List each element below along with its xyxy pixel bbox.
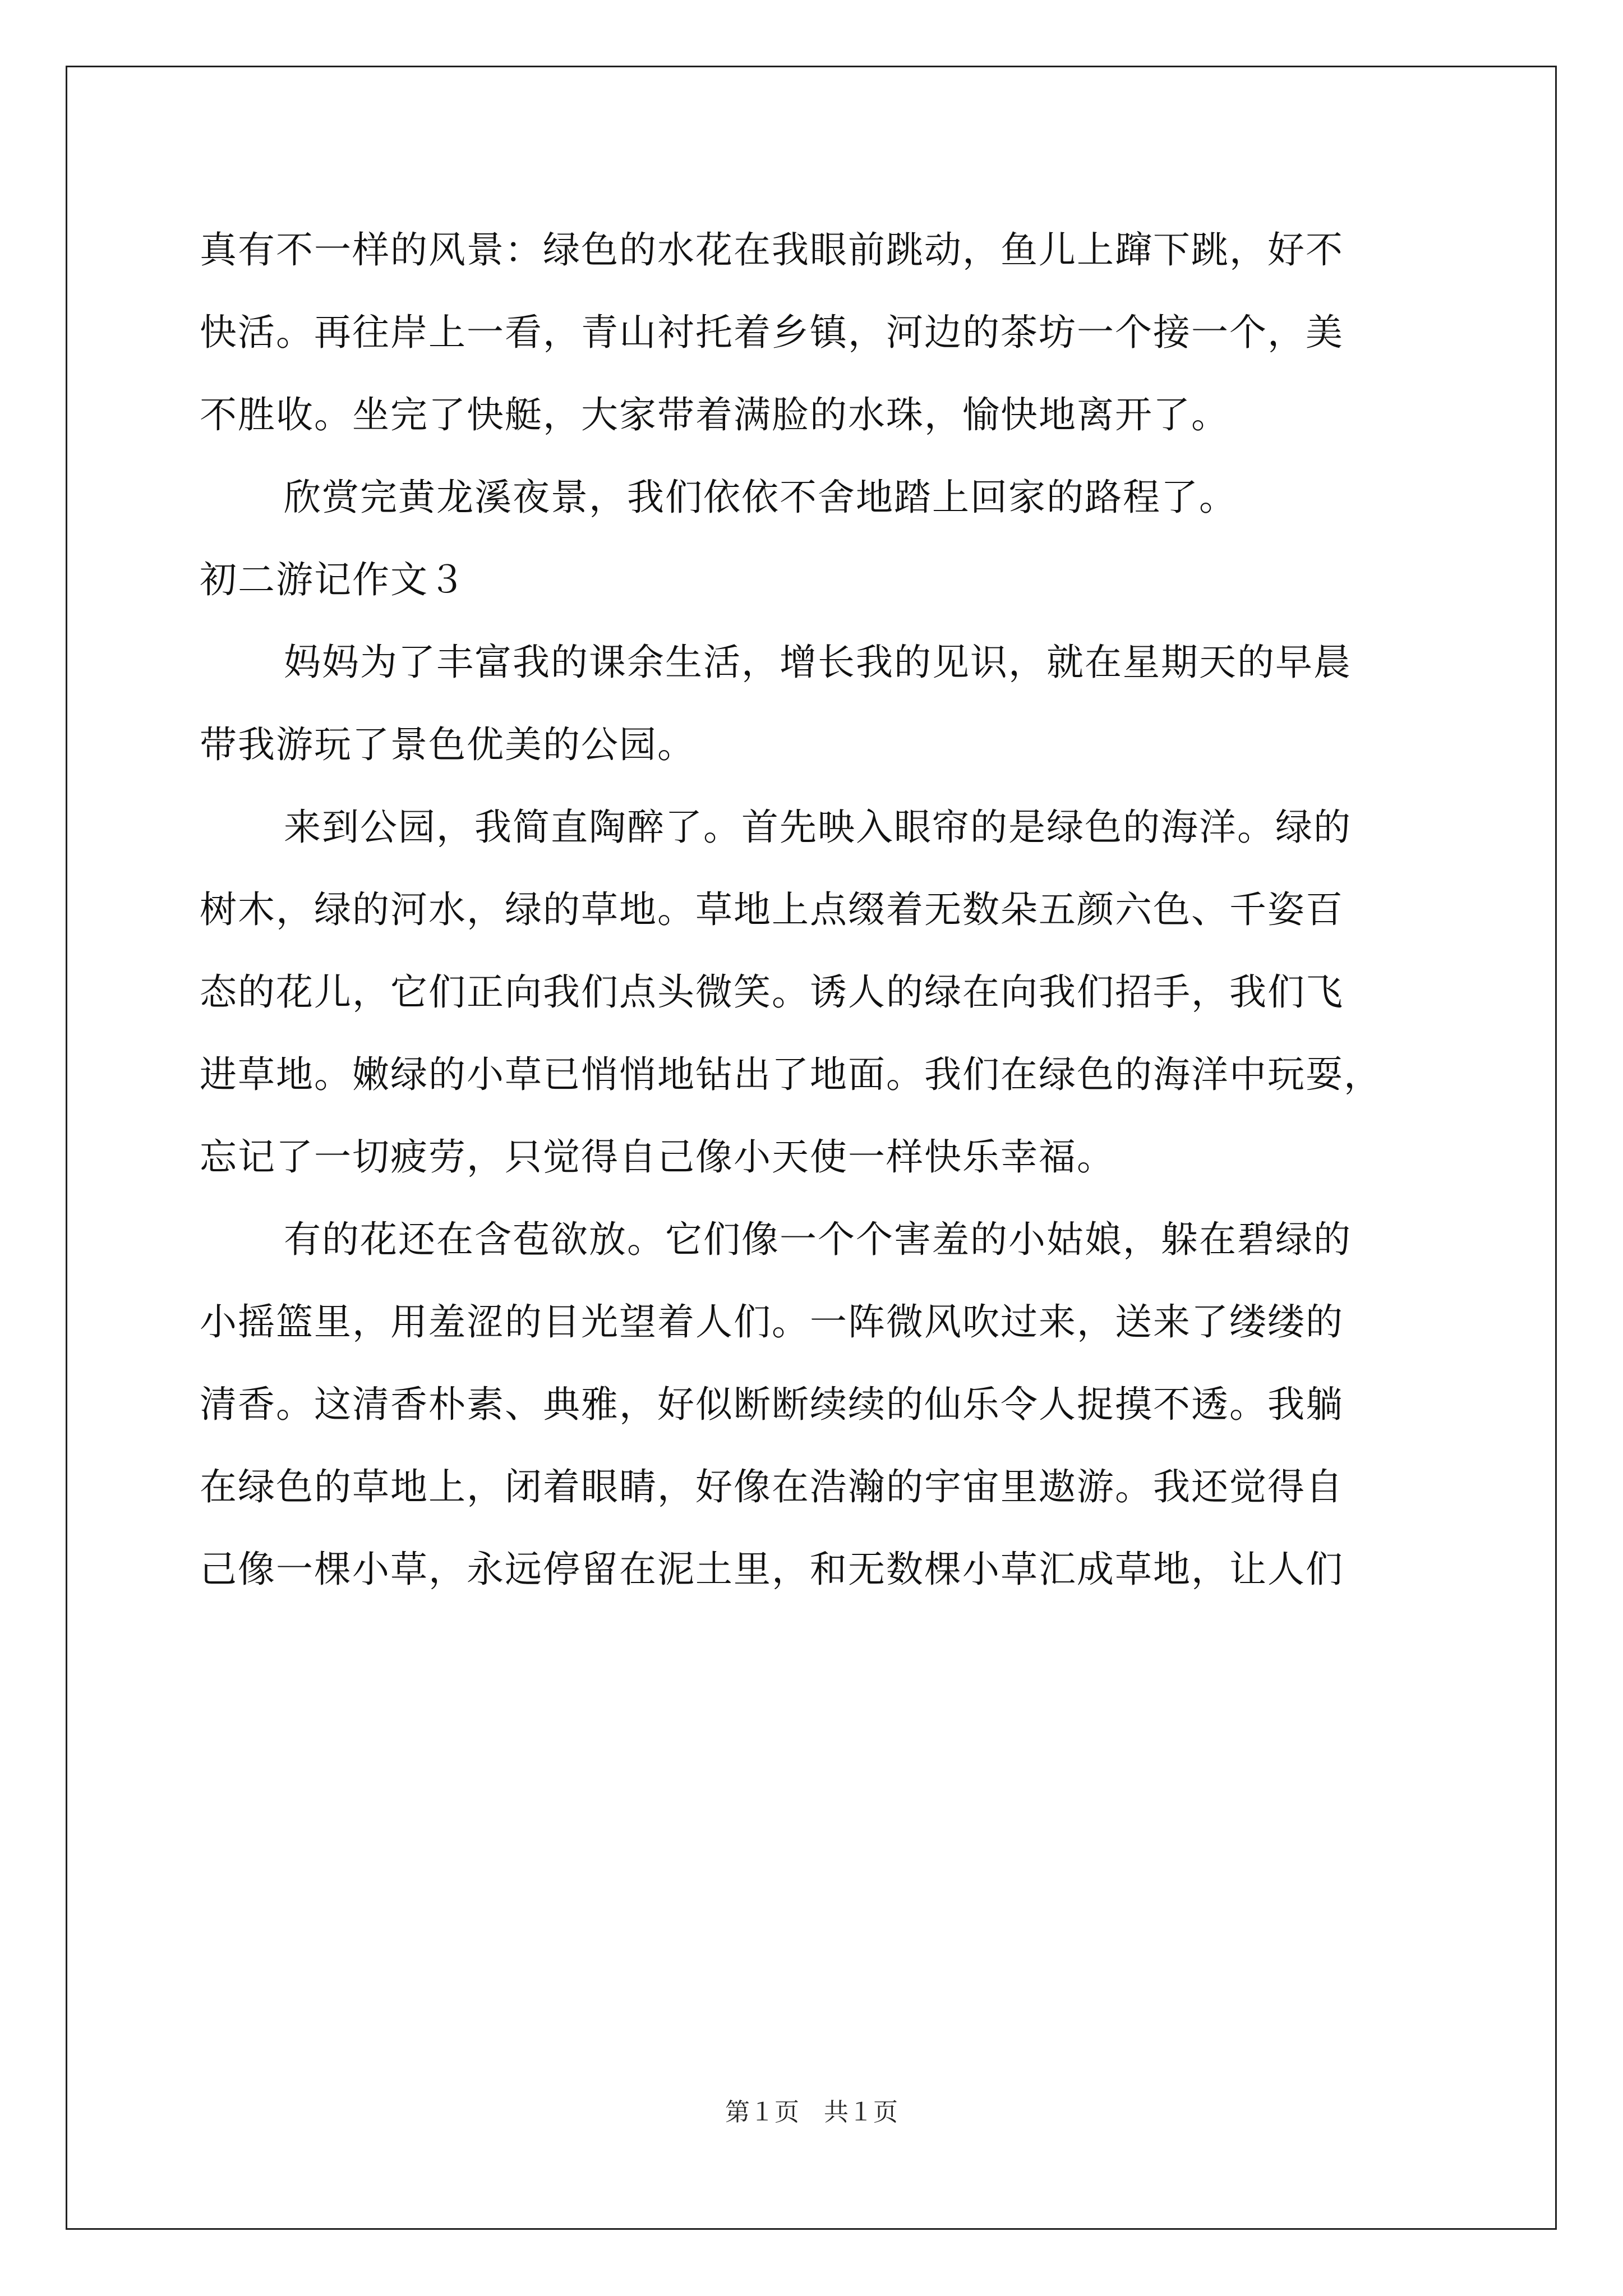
paragraph-line: 不胜收。坐完了快艇，大家带着满脸的水珠，愉快地离开了。 <box>200 393 1229 436</box>
paragraph-line: 态的花儿，它们正向我们点头微笑。诱人的绿在向我们招手，我们飞 <box>200 970 1344 1014</box>
paragraph-line: 清香。这清香朴素、典雅，好似断断续续的仙乐令人捉摸不透。我躺 <box>200 1383 1344 1426</box>
section-heading: 初二游记作文３ <box>200 558 467 601</box>
paragraph-line: 树木，绿的河水，绿的草地。草地上点缀着无数朵五颜六色、千姿百 <box>200 888 1344 931</box>
paragraph-line: 忘记了一切疲劳，只觉得自己像小天使一样快乐幸福。 <box>200 1135 1115 1179</box>
page-number-footer: 第１页 共１页 <box>725 2098 898 2127</box>
paragraph-line: 妈妈为了丰富我的课余生活，增长我的见识，就在星期天的早晨 <box>284 641 1352 684</box>
paragraph-line: 有的花还在含苞欲放。它们像一个个害羞的小姑娘，躲在碧绿的 <box>284 1218 1352 1261</box>
paragraph-line: 真有不一样的风景：绿色的水花在我眼前跳动，鱼儿上蹿下跳，好不 <box>200 228 1344 272</box>
document-body <box>200 209 1428 1611</box>
paragraph-line: 欣赏完黄龙溪夜景，我们依依不舍地踏上回家的路程了。 <box>284 476 1237 519</box>
paragraph-line: 带我游玩了景色优美的公园。 <box>200 723 695 766</box>
paragraph-line: 进草地。嫩绿的小草已悄悄地钻出了地面。我们在绿色的海洋中玩耍， <box>200 1053 1382 1096</box>
paragraph-line: 小摇篮里，用羞涩的目光望着人们。一阵微风吹过来，送来了缕缕的 <box>200 1300 1344 1343</box>
paragraph-line: 来到公园，我简直陶醉了。首先映入眼帘的是绿色的海洋。绿的 <box>284 806 1352 849</box>
paragraph-line: 在绿色的草地上，闭着眼睛，好像在浩瀚的宇宙里遨游。我还觉得自 <box>200 1465 1344 1508</box>
paragraph-line: 快活。再往岸上一看，青山衬托着乡镇，河边的茶坊一个接一个，美 <box>200 311 1344 354</box>
paragraph-line: 己像一棵小草，永远停留在泥土里，和无数棵小草汇成草地，让人们 <box>200 1548 1344 1591</box>
